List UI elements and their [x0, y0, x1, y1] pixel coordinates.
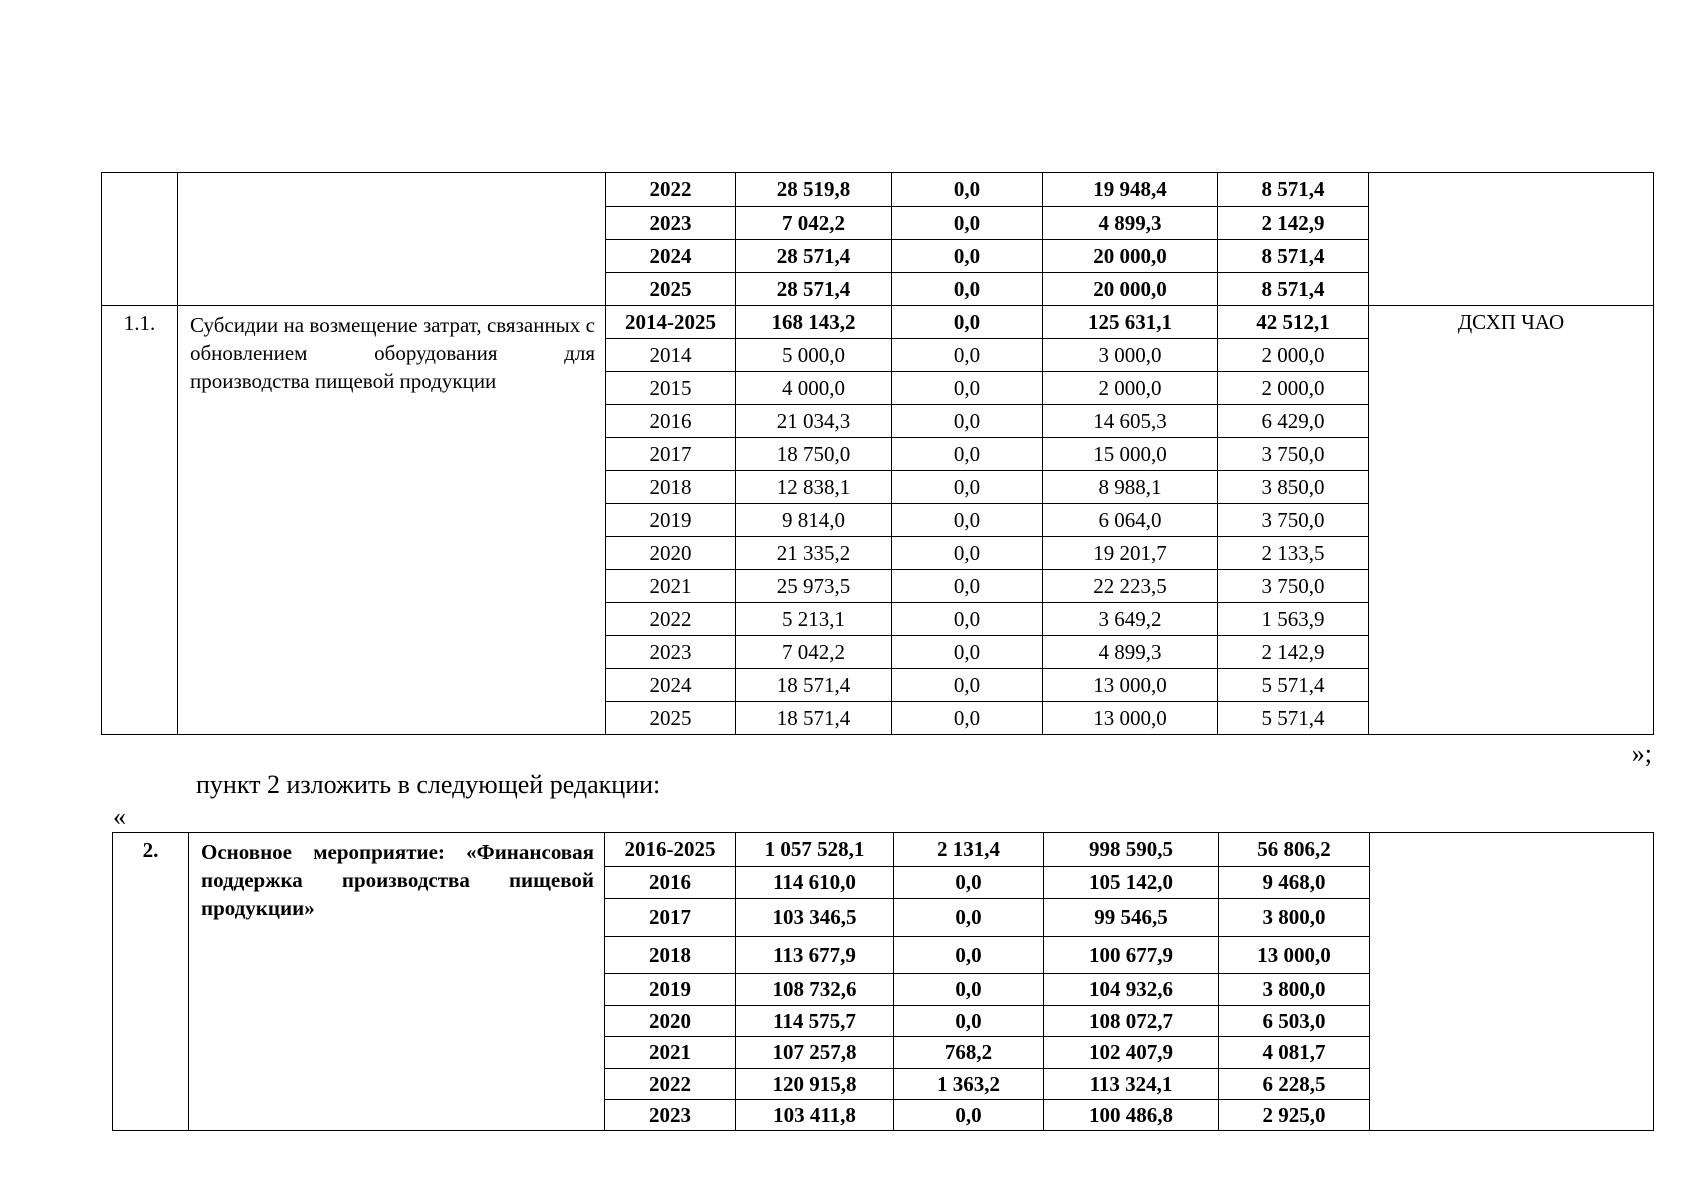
executor-cell — [1370, 833, 1654, 1131]
regional-budget-cell: 14 605,3 — [1043, 405, 1218, 438]
year-cell: 2016-2025 — [605, 833, 736, 867]
federal-budget-cell: 0,0 — [894, 899, 1044, 937]
year-cell: 2016 — [606, 405, 736, 438]
federal-budget-cell: 0,0 — [892, 173, 1043, 207]
regional-budget-cell: 125 631,1 — [1043, 306, 1218, 339]
year-cell: 2022 — [606, 173, 736, 207]
total-cell: 5 213,1 — [736, 603, 892, 636]
regional-budget-cell: 113 324,1 — [1044, 1069, 1219, 1100]
table-row — [113, 833, 1654, 867]
total-cell: 120 915,8 — [736, 1069, 894, 1100]
other-sources-cell: 2 133,5 — [1218, 537, 1369, 570]
federal-budget-cell: 0,0 — [894, 867, 1044, 899]
regional-budget-cell: 100 677,9 — [1044, 937, 1219, 974]
other-sources-cell: 3 850,0 — [1218, 471, 1369, 504]
total-cell: 12 838,1 — [736, 471, 892, 504]
federal-budget-cell: 0,0 — [892, 306, 1043, 339]
federal-budget-cell: 0,0 — [892, 339, 1043, 372]
year-cell: 2022 — [605, 1069, 736, 1100]
federal-budget-cell: 0,0 — [894, 1006, 1044, 1037]
total-cell: 28 571,4 — [736, 240, 892, 273]
item-number: 1.1. — [102, 306, 178, 735]
year-cell: 2021 — [606, 570, 736, 603]
other-sources-cell: 9 468,0 — [1219, 867, 1370, 899]
regional-budget-cell: 105 142,0 — [1044, 867, 1219, 899]
total-cell: 107 257,8 — [736, 1037, 894, 1069]
total-cell: 18 571,4 — [736, 669, 892, 702]
federal-budget-cell: 1 363,2 — [894, 1069, 1044, 1100]
regional-budget-cell: 22 223,5 — [1043, 570, 1218, 603]
regional-budget-cell: 99 546,5 — [1044, 899, 1219, 937]
year-cell: 2025 — [606, 702, 736, 735]
year-cell: 2024 — [606, 669, 736, 702]
total-cell: 28 519,8 — [736, 173, 892, 207]
total-cell: 21 034,3 — [736, 405, 892, 438]
total-cell: 108 732,6 — [736, 974, 894, 1006]
regional-budget-cell: 8 988,1 — [1043, 471, 1218, 504]
other-sources-cell: 5 571,4 — [1218, 669, 1369, 702]
federal-budget-cell: 768,2 — [894, 1037, 1044, 1069]
other-sources-cell: 42 512,1 — [1218, 306, 1369, 339]
other-sources-cell: 2 000,0 — [1218, 339, 1369, 372]
other-sources-cell: 13 000,0 — [1219, 937, 1370, 974]
budget-table-continuation — [101, 172, 1654, 735]
federal-budget-cell: 0,0 — [892, 372, 1043, 405]
federal-budget-cell: 0,0 — [894, 1100, 1044, 1131]
item-name: Основное мероприятие: «Финансовая поддержка производства пищевой продукции» — [189, 833, 605, 1131]
number-cell-empty — [102, 173, 178, 306]
name-cell-empty — [178, 173, 606, 306]
federal-budget-cell: 0,0 — [894, 974, 1044, 1006]
regional-budget-cell: 102 407,9 — [1044, 1037, 1219, 1069]
regional-budget-cell: 19 201,7 — [1043, 537, 1218, 570]
federal-budget-cell: 0,0 — [892, 240, 1043, 273]
year-cell: 2020 — [605, 1006, 736, 1037]
other-sources-cell: 2 000,0 — [1218, 372, 1369, 405]
item-name: Субсидии на возмещение затрат, связанных с обновлением оборудования для производства пищевой продукции — [178, 306, 606, 735]
other-sources-cell: 2 925,0 — [1219, 1100, 1370, 1131]
regional-budget-cell: 108 072,7 — [1044, 1006, 1219, 1037]
total-cell: 1 057 528,1 — [736, 833, 894, 867]
other-sources-cell: 6 503,0 — [1219, 1006, 1370, 1037]
federal-budget-cell: 0,0 — [892, 405, 1043, 438]
federal-budget-cell: 0,0 — [892, 504, 1043, 537]
total-cell: 7 042,2 — [736, 636, 892, 669]
regional-budget-cell: 3 000,0 — [1043, 339, 1218, 372]
total-cell: 7 042,2 — [736, 207, 892, 240]
total-cell: 18 750,0 — [736, 438, 892, 471]
other-sources-cell: 2 142,9 — [1218, 207, 1369, 240]
year-cell: 2014 — [606, 339, 736, 372]
total-cell: 114 575,7 — [736, 1006, 894, 1037]
federal-budget-cell: 0,0 — [892, 702, 1043, 735]
year-cell: 2015 — [606, 372, 736, 405]
other-sources-cell: 5 571,4 — [1218, 702, 1369, 735]
other-sources-cell: 1 563,9 — [1218, 603, 1369, 636]
federal-budget-cell: 0,0 — [892, 603, 1043, 636]
year-cell: 2021 — [605, 1037, 736, 1069]
federal-budget-cell: 0,0 — [892, 669, 1043, 702]
total-cell: 18 571,4 — [736, 702, 892, 735]
federal-budget-cell: 2 131,4 — [894, 833, 1044, 867]
other-sources-cell: 6 228,5 — [1219, 1069, 1370, 1100]
federal-budget-cell: 0,0 — [892, 273, 1043, 306]
federal-budget-cell: 0,0 — [892, 537, 1043, 570]
executor-cell-empty — [1369, 173, 1654, 306]
total-cell: 25 973,5 — [736, 570, 892, 603]
year-cell: 2024 — [606, 240, 736, 273]
regional-budget-cell: 13 000,0 — [1043, 702, 1218, 735]
regional-budget-cell: 104 932,6 — [1044, 974, 1219, 1006]
total-cell: 114 610,0 — [736, 867, 894, 899]
year-cell: 2019 — [606, 504, 736, 537]
year-cell: 2018 — [606, 471, 736, 504]
other-sources-cell: 56 806,2 — [1219, 833, 1370, 867]
regional-budget-cell: 6 064,0 — [1043, 504, 1218, 537]
year-cell: 2016 — [605, 867, 736, 899]
item-number: 2. — [113, 833, 189, 1131]
other-sources-cell: 4 081,7 — [1219, 1037, 1370, 1069]
total-cell: 21 335,2 — [736, 537, 892, 570]
other-sources-cell: 3 750,0 — [1218, 504, 1369, 537]
regional-budget-cell: 20 000,0 — [1043, 273, 1218, 306]
year-cell: 2023 — [605, 1100, 736, 1131]
total-cell: 103 411,8 — [736, 1100, 894, 1131]
regional-budget-cell: 19 948,4 — [1043, 173, 1218, 207]
year-cell: 2019 — [605, 974, 736, 1006]
total-cell: 4 000,0 — [736, 372, 892, 405]
other-sources-cell: 3 800,0 — [1219, 974, 1370, 1006]
other-sources-cell: 3 750,0 — [1218, 438, 1369, 471]
federal-budget-cell: 0,0 — [894, 937, 1044, 974]
other-sources-cell: 8 571,4 — [1218, 173, 1369, 207]
regional-budget-cell: 3 649,2 — [1043, 603, 1218, 636]
opening-quote: « — [113, 802, 126, 831]
regional-budget-cell: 15 000,0 — [1043, 438, 1218, 471]
regional-budget-cell: 100 486,8 — [1044, 1100, 1219, 1131]
year-cell: 2023 — [606, 636, 736, 669]
total-cell: 113 677,9 — [736, 937, 894, 974]
table-row — [102, 173, 1654, 207]
budget-table-main-activity — [112, 832, 1654, 1131]
year-cell: 2017 — [605, 899, 736, 937]
other-sources-cell: 2 142,9 — [1218, 636, 1369, 669]
federal-budget-cell: 0,0 — [892, 636, 1043, 669]
year-cell: 2025 — [606, 273, 736, 306]
other-sources-cell: 8 571,4 — [1218, 273, 1369, 306]
table-row — [102, 306, 1654, 339]
closing-quote: »; — [1631, 739, 1652, 768]
executor-cell: ДСХП ЧАО — [1369, 306, 1654, 735]
federal-budget-cell: 0,0 — [892, 207, 1043, 240]
year-cell: 2022 — [606, 603, 736, 636]
regional-budget-cell: 13 000,0 — [1043, 669, 1218, 702]
total-cell: 9 814,0 — [736, 504, 892, 537]
year-cell: 2020 — [606, 537, 736, 570]
total-cell: 103 346,5 — [736, 899, 894, 937]
federal-budget-cell: 0,0 — [892, 438, 1043, 471]
amendment-instruction: пункт 2 изложить в следующей редакции: — [196, 770, 661, 799]
other-sources-cell: 8 571,4 — [1218, 240, 1369, 273]
regional-budget-cell: 4 899,3 — [1043, 636, 1218, 669]
year-cell: 2014-2025 — [606, 306, 736, 339]
other-sources-cell: 3 750,0 — [1218, 570, 1369, 603]
regional-budget-cell: 2 000,0 — [1043, 372, 1218, 405]
year-cell: 2018 — [605, 937, 736, 974]
total-cell: 5 000,0 — [736, 339, 892, 372]
regional-budget-cell: 20 000,0 — [1043, 240, 1218, 273]
federal-budget-cell: 0,0 — [892, 570, 1043, 603]
total-cell: 28 571,4 — [736, 273, 892, 306]
total-cell: 168 143,2 — [736, 306, 892, 339]
year-cell: 2023 — [606, 207, 736, 240]
other-sources-cell: 6 429,0 — [1218, 405, 1369, 438]
regional-budget-cell: 4 899,3 — [1043, 207, 1218, 240]
federal-budget-cell: 0,0 — [892, 471, 1043, 504]
year-cell: 2017 — [606, 438, 736, 471]
regional-budget-cell: 998 590,5 — [1044, 833, 1219, 867]
other-sources-cell: 3 800,0 — [1219, 899, 1370, 937]
